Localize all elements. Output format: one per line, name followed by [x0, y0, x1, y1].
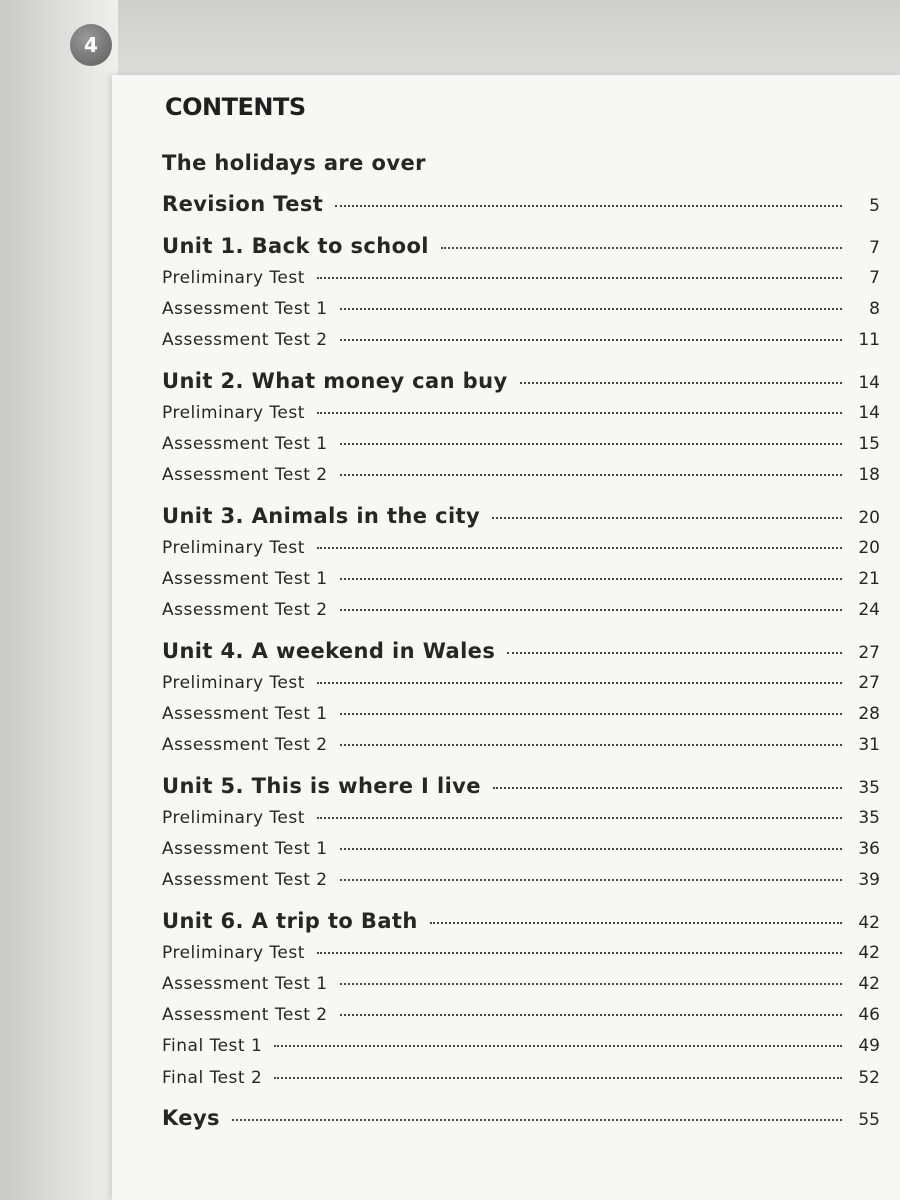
toc-entry-label: Assessment Test 2: [162, 1005, 328, 1025]
previous-page-edge: [0, 0, 118, 1200]
dot-leader: [340, 879, 842, 881]
dot-leader: [274, 1045, 842, 1047]
dot-leader: [520, 382, 842, 384]
toc-page-number: 35: [858, 808, 880, 828]
toc-entry-label: Assessment Test 1: [162, 704, 328, 724]
dot-leader: [340, 744, 842, 746]
page-title: CONTENTS: [165, 93, 306, 121]
toc-page-number: 35: [858, 778, 880, 798]
toc-entry-label: The holidays are over: [162, 151, 426, 175]
toc-entry-label: Assessment Test 2: [162, 330, 328, 350]
toc-entry-row: [162, 299, 880, 319]
toc-entry-label: Unit 6. A trip to Bath: [162, 909, 418, 933]
toc-page-number: 49: [858, 1036, 880, 1056]
toc-page-number: 7: [869, 268, 880, 288]
toc-entry-row: [162, 538, 880, 558]
dot-leader: [317, 547, 842, 549]
toc-entry-label: Assessment Test 1: [162, 299, 328, 319]
toc-entry-label: Assessment Test 1: [162, 839, 328, 859]
toc-entry-label: Unit 2. What money can buy: [162, 369, 508, 393]
toc-entry-row: [162, 465, 880, 485]
toc-entry-label: Keys: [162, 1106, 220, 1130]
toc-page-number: 20: [858, 508, 880, 528]
dot-leader: [430, 922, 842, 924]
toc-heading-row: [162, 234, 880, 258]
toc-entry-row: [162, 569, 880, 589]
dot-leader: [441, 247, 842, 249]
dot-leader: [340, 848, 842, 850]
toc-entry-row: [162, 268, 880, 288]
dot-leader: [340, 474, 842, 476]
toc-heading-row: [162, 639, 880, 663]
toc-entry-row: [162, 1005, 880, 1025]
toc-entry-label: Assessment Test 2: [162, 600, 328, 620]
toc-entry-label: Assessment Test 1: [162, 974, 328, 994]
toc-page-number: 14: [858, 403, 880, 423]
toc-entry-row: [162, 943, 880, 963]
toc-page-number: 5: [869, 196, 880, 216]
toc-entry-label: Preliminary Test: [162, 808, 305, 828]
toc-entry-row: [162, 673, 880, 693]
toc-page-number: 42: [858, 943, 880, 963]
toc-heading-row: [162, 504, 880, 528]
toc-entry-row: [162, 870, 880, 890]
dot-leader: [340, 443, 842, 445]
toc-entry-label: Revision Test: [162, 192, 324, 216]
dot-leader: [232, 1119, 842, 1121]
toc-page-number: 55: [858, 1110, 880, 1130]
toc-entry-row: [162, 839, 880, 859]
toc-page-number: 36: [858, 839, 880, 859]
toc-entry-row: [162, 704, 880, 724]
toc-page-number: 27: [858, 673, 880, 693]
toc-entry-label: Unit 3. Animals in the city: [162, 504, 481, 528]
toc-entry-label: Preliminary Test: [162, 943, 305, 963]
dot-leader: [340, 609, 842, 611]
toc-page-number: 42: [858, 913, 880, 933]
toc-page-number: 11: [858, 330, 880, 350]
toc-entry-label: Assessment Test 1: [162, 569, 328, 589]
toc-page-number: 20: [858, 538, 880, 558]
toc-entry-label: Assessment Test 2: [162, 735, 328, 755]
dot-leader: [340, 339, 842, 341]
toc-page-number: 46: [858, 1005, 880, 1025]
toc-page-number: 8: [869, 299, 880, 319]
toc-heading-row: [162, 151, 880, 175]
page-top-edge: [0, 0, 900, 75]
dot-leader: [317, 817, 842, 819]
toc-page-number: 14: [858, 373, 880, 393]
toc-heading-row: [162, 909, 880, 933]
toc-entry-row: [162, 974, 880, 994]
dot-leader: [507, 652, 842, 654]
dot-leader: [340, 983, 842, 985]
toc-heading-row: [162, 1106, 880, 1130]
toc-entry-label: Assessment Test 1: [162, 434, 328, 454]
toc-heading-row: [162, 192, 880, 216]
toc-entry-label: Final Test 1: [162, 1036, 263, 1056]
dot-leader: [340, 308, 842, 310]
toc-entry-label: Preliminary Test: [162, 403, 305, 423]
toc-entry-row: [162, 330, 880, 350]
dot-leader: [317, 952, 842, 954]
toc-entry-label: Final Test 2: [162, 1068, 263, 1088]
toc-entry-label: Preliminary Test: [162, 268, 305, 288]
toc-heading-row: [162, 369, 880, 393]
toc-page-number: 27: [858, 643, 880, 663]
toc-entry-label: Unit 4. A weekend in Wales: [162, 639, 496, 663]
toc-entry-row: [162, 1068, 880, 1088]
dot-leader: [317, 682, 842, 684]
toc-entry-label: Unit 5. This is where I live: [162, 774, 481, 798]
toc-entry-label: Preliminary Test: [162, 673, 305, 693]
dot-leader: [340, 1014, 842, 1016]
toc-entry-row: [162, 1036, 880, 1056]
toc-entry-row: [162, 735, 880, 755]
toc-page-number: 24: [858, 600, 880, 620]
toc-page-number: 42: [858, 974, 880, 994]
toc-page-number: 52: [858, 1068, 880, 1088]
dot-leader: [340, 578, 842, 580]
toc-entry-label: Unit 1. Back to school: [162, 234, 429, 258]
toc-entry-label: Assessment Test 2: [162, 870, 328, 890]
dot-leader: [317, 277, 842, 279]
toc-page-number: 21: [858, 569, 880, 589]
toc-entry-row: [162, 434, 880, 454]
toc-page-number: 15: [858, 434, 880, 454]
dot-leader: [335, 205, 842, 207]
dot-leader: [340, 713, 842, 715]
toc-entry-row: [162, 600, 880, 620]
page-number-badge: 4: [70, 24, 112, 66]
toc-entry-label: Assessment Test 2: [162, 465, 328, 485]
toc-entry-row: [162, 403, 880, 423]
toc-entry-label: Preliminary Test: [162, 538, 305, 558]
dot-leader: [493, 787, 842, 789]
toc-entry-row: [162, 808, 880, 828]
toc-page-number: 31: [858, 735, 880, 755]
toc-page-number: 7: [869, 238, 880, 258]
dot-leader: [274, 1077, 842, 1079]
toc-page-number: 18: [858, 465, 880, 485]
toc-page-number: 39: [858, 870, 880, 890]
dot-leader: [317, 412, 842, 414]
toc-page-number: 28: [858, 704, 880, 724]
toc-heading-row: [162, 774, 880, 798]
dot-leader: [492, 517, 842, 519]
